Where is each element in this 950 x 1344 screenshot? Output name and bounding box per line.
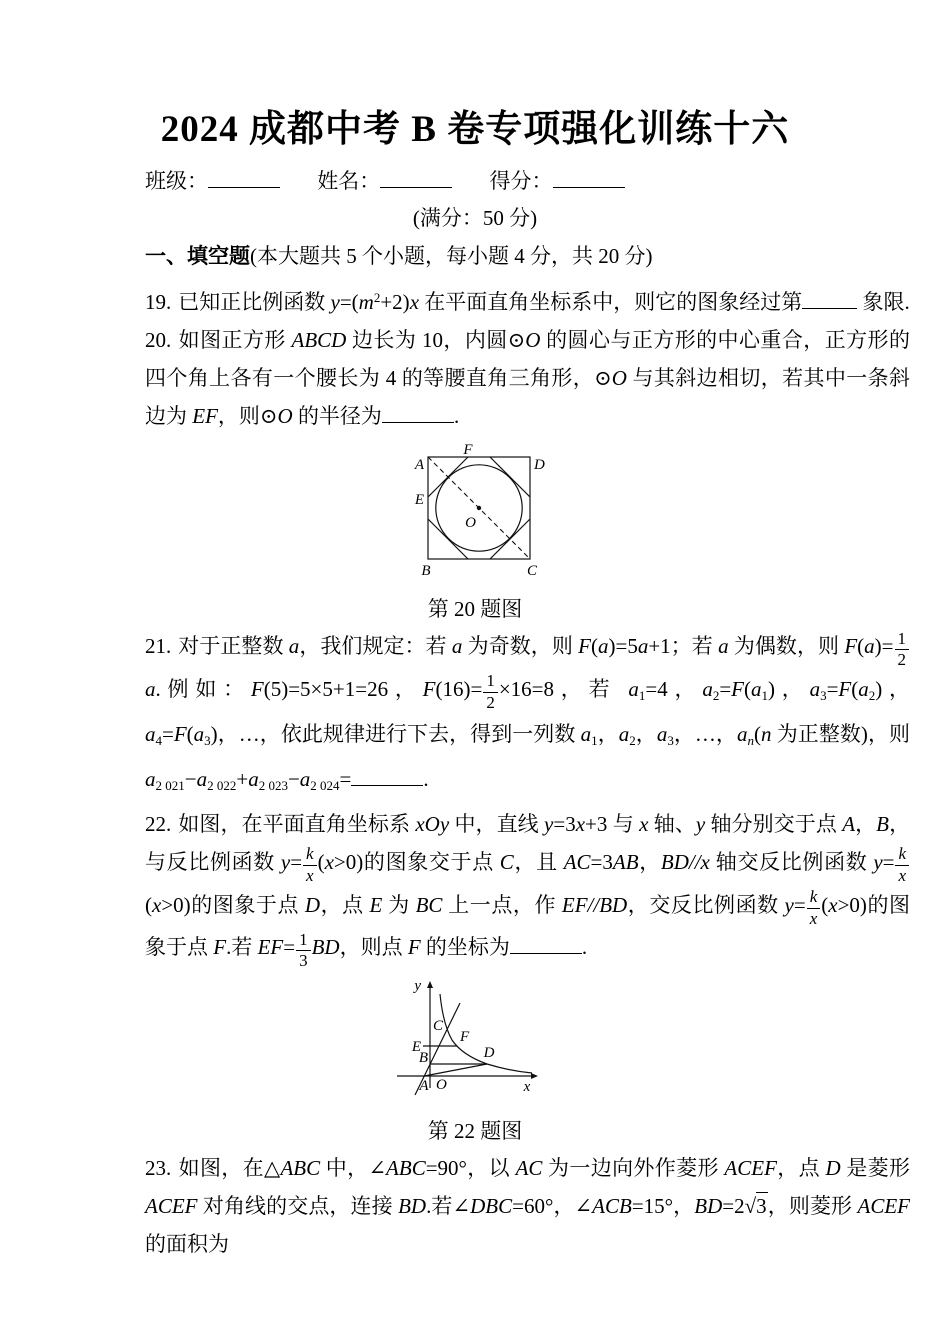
segment-ad <box>424 1064 487 1076</box>
question-23 <box>145 1149 910 1263</box>
section-heading-bold: 一、填空题 <box>145 245 250 269</box>
score-label: 得分： <box>489 169 553 194</box>
label-f: F <box>463 443 473 459</box>
score-blank <box>553 182 625 188</box>
question-19-number: 19. <box>145 290 172 315</box>
question-20 <box>145 321 910 435</box>
question-19 <box>145 279 910 321</box>
name-field <box>317 169 452 193</box>
label-o: O <box>465 515 476 532</box>
page-title: 2024 成都中考 B 卷专项强化训练十六 <box>160 109 790 150</box>
full-score-note: (满分：50 分) <box>412 206 538 231</box>
label-c: C <box>526 563 538 580</box>
class-blank <box>208 182 280 188</box>
x-axis-arrow <box>531 1073 538 1079</box>
label-e: E <box>414 492 424 509</box>
label-d: D <box>534 457 545 474</box>
question-23-number: 23. <box>145 1156 172 1181</box>
figure-20-caption: 第 20 题图 <box>427 597 523 622</box>
hyperbola-curve <box>440 994 532 1073</box>
question-22 <box>145 805 910 971</box>
label-a: A <box>414 457 424 474</box>
figure-22-caption: 第 22 题图 <box>427 1119 523 1144</box>
section-heading-rest: (本大题共 5 个小题，每小题 4 分，共 20 分) <box>250 244 653 269</box>
question-22-text: 如图，在平面直角坐标系 xOy 中，直线 y=3x+3 与 x 轴、y 轴分别交于点 A，B，与反比例函数 y= $\frac{k}{x}$ (x>0)的图象交于点 C，且 AC=3AB，BD//x 轴交反比例函数 y= $\frac{k}{x}$ (x>0)的图象于点 D，点 E 为 BC 上一点，作 EF//BD，交反比例函数 y= $\frac{k}{x}$ (x>0)的图象于点 F.若 EF= $\frac{1}{3}$ BD，则点 F 的坐标为 . <box>145 812 911 971</box>
question-19-text: 已知正比例函数 $y=(m^2+2)x$ 在平面直角坐标系中，则它的图象经过第 象限. <box>178 290 910 315</box>
label-f: F <box>460 1029 470 1046</box>
class-field <box>145 169 280 193</box>
name-label: 姓名： <box>317 169 381 194</box>
label-x-axis: x <box>523 1079 531 1096</box>
label-y-axis: y <box>414 978 421 995</box>
label-a: A <box>419 1078 429 1095</box>
label-origin: O <box>436 1077 447 1094</box>
score-field <box>490 169 625 193</box>
question-22-number: 22. <box>145 812 172 837</box>
label-d: D <box>483 1045 495 1062</box>
question-21 <box>145 627 910 805</box>
name-blank <box>380 182 452 188</box>
question-23-text: 如图，在△ABC 中，∠ABC=90°，以 AC 为一边向外作菱形 ACEF，点 D 是菱形 ACEF 对角线的交点，连接 BD.若∠DBC=60°，∠ACB=15°，BD=2√3，则菱形 ACEF 的面积为 <box>145 1156 911 1257</box>
question-21-number: 21. <box>145 634 172 659</box>
question-21-text: 对于正整数 a，我们规定：若 a 为奇数，则 F(a)=5a+1；若 a 为偶数，则 F(a)= $\frac{1}{2}$ a.例如：F(5)=5×5+1=26，F(16)= $\frac{1}{2}$ ×16=8，若 a1=4，a2=F(a1)，a3=F(a2)，a4=F(a3)，…，依此规律进行下去，得到一列数 a1，a2，a3，…，an(n 为正整数)，则 a2 021−a2 022+a2 023−a2 024= . <box>145 628 911 794</box>
figure-20 <box>145 443 805 623</box>
label-c: C <box>432 1018 443 1035</box>
figure-20-drawing <box>383 443 567 583</box>
label-b: B <box>421 563 431 580</box>
figure-22 <box>145 977 805 1145</box>
center-dot <box>477 506 481 510</box>
question-20-number: 20. <box>145 328 172 353</box>
student-info-row <box>145 166 910 196</box>
hypotenuse-top-right <box>490 457 530 497</box>
section-heading <box>145 236 910 277</box>
hypotenuse-bottom-left <box>428 519 468 559</box>
figure-22-drawing <box>389 977 561 1105</box>
class-label: 班级： <box>145 169 208 194</box>
label-e: E <box>411 1039 421 1056</box>
y-axis-arrow <box>427 981 433 988</box>
label-b: B <box>418 1050 428 1067</box>
question-20-text: 如图正方形 ABCD 边长为 10，内圆⊙O 的圆心与正方形的中心重合，正方形的四个角上各有一个腰长为 4 的等腰直角三角形，⊙O 与其斜边相切，若其中一条斜边为 EF，则⊙O 的半径为 . <box>145 328 910 429</box>
